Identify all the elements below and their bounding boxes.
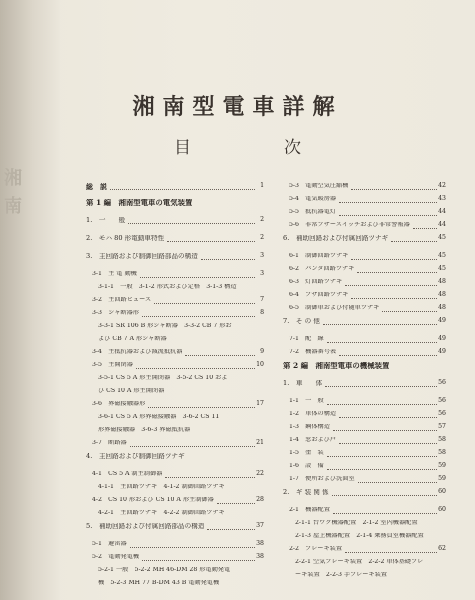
toc-page-number: 2 [260,234,264,241]
dot-leader [339,411,437,418]
toc-entry [283,473,446,486]
toc-page-number: 60 [438,506,446,513]
toc-entry-title: 7-2 機器番号表 [289,349,337,355]
toc-entry [283,395,446,408]
toc-entry-title: 2-1 機器配置 [289,507,330,513]
dot-leader [351,183,437,190]
toc-entry [283,460,446,473]
toc-entry-title: 5-1 避雷器 [92,541,127,547]
toc-entry-title: 6-4 ブザ回路ツナギ [289,292,349,298]
toc-entry [283,569,446,582]
toc-entry [86,481,264,494]
toc-page-number: 45 [438,252,446,259]
toc-entry-title: 機 5-2-3 MH 77 B-DM 43 B 電動発電機 [98,580,220,586]
toc-entry-title: 5-2-1 一般 5-2-2 MH 46-DM 28 形電動発電 [98,567,231,573]
toc-page-number: 38 [256,540,264,547]
toc-entry-title: 第 2 編 湘南型電車の機械装置 [283,362,390,370]
dot-leader [358,476,437,483]
toc-entry [86,577,264,590]
dot-leader [130,440,255,447]
toc-entry-title: 3-4 主抵抗器および減流抵抗器 [92,349,183,355]
toc-heading: 目 次 [174,138,339,158]
dot-leader [339,196,437,203]
toc-entry-title: 6-1 制御回路ツナギ [289,253,349,259]
toc-entry-title: 5-5 抵抗器電灯 [289,209,337,215]
toc-page-number: 42 [438,182,446,189]
toc-entry [283,543,446,556]
toc-entry-title: 3-6 界磁接触器形 [92,401,146,407]
toc-entry [283,504,446,517]
toc-entry-title: 4-1-1 主回路ツナギ 4-1-2 制御回路ツナギ [98,484,225,490]
toc-entry [86,538,264,551]
toc-entry [86,320,264,333]
toc-entry-title: 1. 車 体 [283,380,323,387]
toc-entry [283,346,446,359]
toc-entry [86,551,264,564]
dot-leader [217,497,255,504]
toc-entry-title: 1-2 車体の構造 [289,411,337,417]
toc-entry-title: 総 説 [86,183,107,190]
toc-entry-title: 1-1 一 般 [289,398,324,404]
toc-entry-title: 3. 主回路および制御回路部品の構造 [86,253,198,260]
toc-page-number: 49 [438,335,446,342]
toc-entry-title: 1-5 塗 装 [289,450,324,456]
toc-entry-title: 2-1-3 屋上機器配置 2-1-4 乗務員室機器配置 [295,533,424,539]
toc-entry [283,276,446,289]
toc-entry [86,232,264,250]
toc-left-column [86,180,264,590]
toc-entry [86,564,264,577]
dot-leader [154,297,255,304]
toc-page-number: 37 [256,522,264,529]
toc-entry-title: 2-2 ブレーキ装置 [289,546,343,552]
toc-page-number: 28 [256,496,264,503]
toc-entry [283,486,446,504]
toc-entry-title: 5-4 電気暖房器 [289,196,337,202]
toc-entry [86,307,264,320]
toc-entry [86,437,264,450]
dot-leader [391,235,437,242]
dot-leader [327,398,437,405]
toc-entry [283,421,446,434]
toc-entry-title: び CS 10 A 形主開閉器 [98,388,165,394]
toc-entry-title: 6. 補助回路および付属回路ツナギ [283,235,389,242]
toc-page-number: 21 [256,439,264,446]
dot-leader [128,217,255,224]
dot-leader [351,253,437,260]
toc-entry [283,359,446,377]
toc-entry [283,206,446,219]
toc-entry-title: 3-1-1 一般 3-1-2 形式および定格 3-1-3 構造 [98,284,237,290]
toc-page-number: 57 [438,423,446,430]
toc-entry [86,385,264,398]
dot-leader [142,554,255,561]
toc-entry-title: 3-6-1 CS 5 A 形界磁接触器 3-6-2 CS 11 [98,414,220,420]
toc-entry-title: 4-2-1 主回路ツナギ 4-2-2 制御回路ツナギ [98,510,225,516]
toc-entry-title: 6-2 パンタ回路ツナギ [289,266,355,272]
toc-entry [283,180,446,193]
dot-leader [351,292,437,299]
toc-page-number: 45 [438,265,446,272]
toc-entry-title: 2. モハ 80 形電動車特性 [86,235,165,242]
dot-leader [327,463,437,470]
toc-entry-title: 1-7 便所および洗面室 [289,476,355,482]
toc-entry [283,302,446,315]
toc-entry-title: 6-3 灯回路ツナギ [289,279,343,285]
toc-page-number: 44 [438,221,446,228]
toc-page-number: 62 [438,545,446,552]
toc-entry-title: 3-1 主 電 動機 [92,271,137,277]
dot-leader [345,279,437,286]
toc-entry [86,250,264,268]
toc-entry [86,346,264,359]
toc-entry-title: 5-6 非常ブザースイッチおよび非常警報器 [289,222,410,228]
toc-entry [86,494,264,507]
toc-entry-title: 5-2 電動発電機 [92,554,140,560]
toc-entry-title: 7-1 配 線 [289,336,324,342]
dot-leader [140,271,255,278]
toc-entry-title: 4. 主回路および制御回路ツナギ [86,453,185,460]
toc-entry [86,450,264,468]
toc-right-column [283,180,446,582]
toc-entry [86,333,264,346]
toc-entry [86,268,264,281]
toc-page-number: 7 [260,296,264,303]
toc-entry [86,372,264,385]
dot-leader [357,266,437,273]
toc-page-number: 43 [438,195,446,202]
toc-entry [86,294,264,307]
toc-entry [283,517,446,530]
toc-entry [86,398,264,411]
toc-entry-title: 2. ギ 装 関 係 [283,489,329,496]
dot-leader [167,235,255,242]
dot-leader [323,318,437,325]
toc-entry-title: 4-2 CS 10 形および CS 10 A 形主制御器 [92,497,214,503]
toc-entry [283,250,446,263]
toc-entry-title: 1-3 鋼体構造 [289,424,330,430]
toc-entry-title: 3-5 主開閉器 [92,362,133,368]
toc-entry [86,281,264,294]
toc-entry-title: 1-6 設 備 [289,463,324,469]
toc-entry-title: ーキ装置 2-2-3 手ブレーキ装置 [295,572,387,578]
dot-leader [327,336,437,343]
toc-entry [283,193,446,206]
toc-page-number: 56 [438,379,446,386]
toc-entry [86,359,264,372]
dot-leader [142,310,255,317]
toc-page-number: 22 [256,470,264,477]
toc-entry [283,315,446,333]
toc-entry-title: 2-1-1 台ワク機器配置 2-1-2 室内機器配置 [295,520,418,526]
toc-entry [283,289,446,302]
toc-entry [283,434,446,447]
toc-page-number: 48 [438,278,446,285]
toc-entry [283,447,446,460]
toc-entry-title: 4-1 CS 5 A 制主制御器 [92,471,163,477]
toc-entry-title: 3-3-1 SR 106 B 形シャ断器 3-3-2 CB 7 形お [98,323,232,329]
toc-entry [86,424,264,437]
toc-page-number: 1 [260,182,264,189]
dot-leader [382,305,437,312]
toc-page-number: 59 [438,462,446,469]
dot-leader [333,424,437,431]
toc-entry-title: 5-3 電動空気圧縮機 [289,183,349,189]
dot-leader [110,183,255,190]
toc-page-number: 3 [260,252,264,259]
dot-leader [165,471,255,478]
dot-leader [339,209,437,216]
dot-leader [333,507,437,514]
toc-page-number: 44 [438,208,446,215]
toc-entry-title: 第 1 編 湘南型電車の電気装置 [86,199,193,207]
book-title: 湘南型電車詳解 [132,94,343,120]
toc-entry-title: 7. そ の 他 [283,318,320,325]
toc-entry [283,333,446,346]
toc-page-number: 58 [438,436,446,443]
toc-page-number: 59 [438,475,446,482]
toc-page-number: 49 [438,348,446,355]
toc-entry-title: 6-5 制御車および付随車ツナギ [289,305,380,311]
toc-entry-title: 3-7 断路器 [92,440,127,446]
toc-entry [86,214,264,232]
toc-entry [283,263,446,276]
toc-page-number: 9 [260,348,264,355]
toc-entry [283,219,446,232]
toc-entry [86,411,264,424]
toc-entry-title: 2-2-1 空気ブレーキ装置 2-2-2 車体基礎ブレ [295,559,424,565]
toc-page-number: 38 [256,553,264,560]
toc-entry-title: 形界磁接触器 3-6-3 界磁抵抗器 [98,427,191,433]
toc-page-number: 48 [438,304,446,311]
dot-leader [345,546,437,553]
toc-entry [283,408,446,421]
toc-page-number: 3 [260,270,264,277]
toc-entry [283,232,446,250]
toc-entry-title: 3-2 主回路ヒューズ [92,297,152,303]
toc-entry-title: 3-3 シャ断器形 [92,310,139,316]
toc-entry [283,530,446,543]
toc-page-number: 2 [260,216,264,223]
dot-leader [185,349,255,356]
toc-entry-title: よび CB 7 A 形シャ断器 [98,336,167,342]
dot-leader [207,523,255,530]
toc-page-number: 60 [438,488,446,495]
toc-page-number: 48 [438,291,446,298]
toc-page-number: 8 [260,309,264,316]
toc-page-number: 56 [438,397,446,404]
toc-page-number: 56 [438,410,446,417]
toc-page-number: 10 [256,361,264,368]
dot-leader [130,541,255,548]
toc-entry [86,180,264,196]
toc-entry [86,520,264,538]
toc-entry [283,556,446,569]
dot-leader [201,253,255,260]
dot-leader [332,489,437,496]
dot-leader [325,380,437,387]
dot-leader [327,450,437,457]
toc-page-number: 45 [438,234,446,241]
toc-entry [283,377,446,395]
toc-entry-title: 1. 一 般 [86,217,126,224]
toc-entry-title: 5. 補助回路および付属回路部品の構造 [86,523,205,530]
toc-page-number: 58 [438,449,446,456]
dot-leader [339,349,437,356]
bleed-through-text: 湘南 [4,168,22,217]
toc-entry-title: 1-4 窓および戸 [289,437,337,443]
toc-entry [86,468,264,481]
toc-entry [86,196,264,214]
dot-leader [148,401,255,408]
dot-leader [339,437,437,444]
toc-page-number: 49 [438,317,446,324]
toc-page-number: 17 [256,400,264,407]
toc-entry [86,507,264,520]
toc-entry-title: 3-5-1 CS 5 A 形主開閉器 3-5-2 CS 10 およ [98,375,228,381]
dot-leader [413,222,437,229]
dot-leader [136,362,255,369]
